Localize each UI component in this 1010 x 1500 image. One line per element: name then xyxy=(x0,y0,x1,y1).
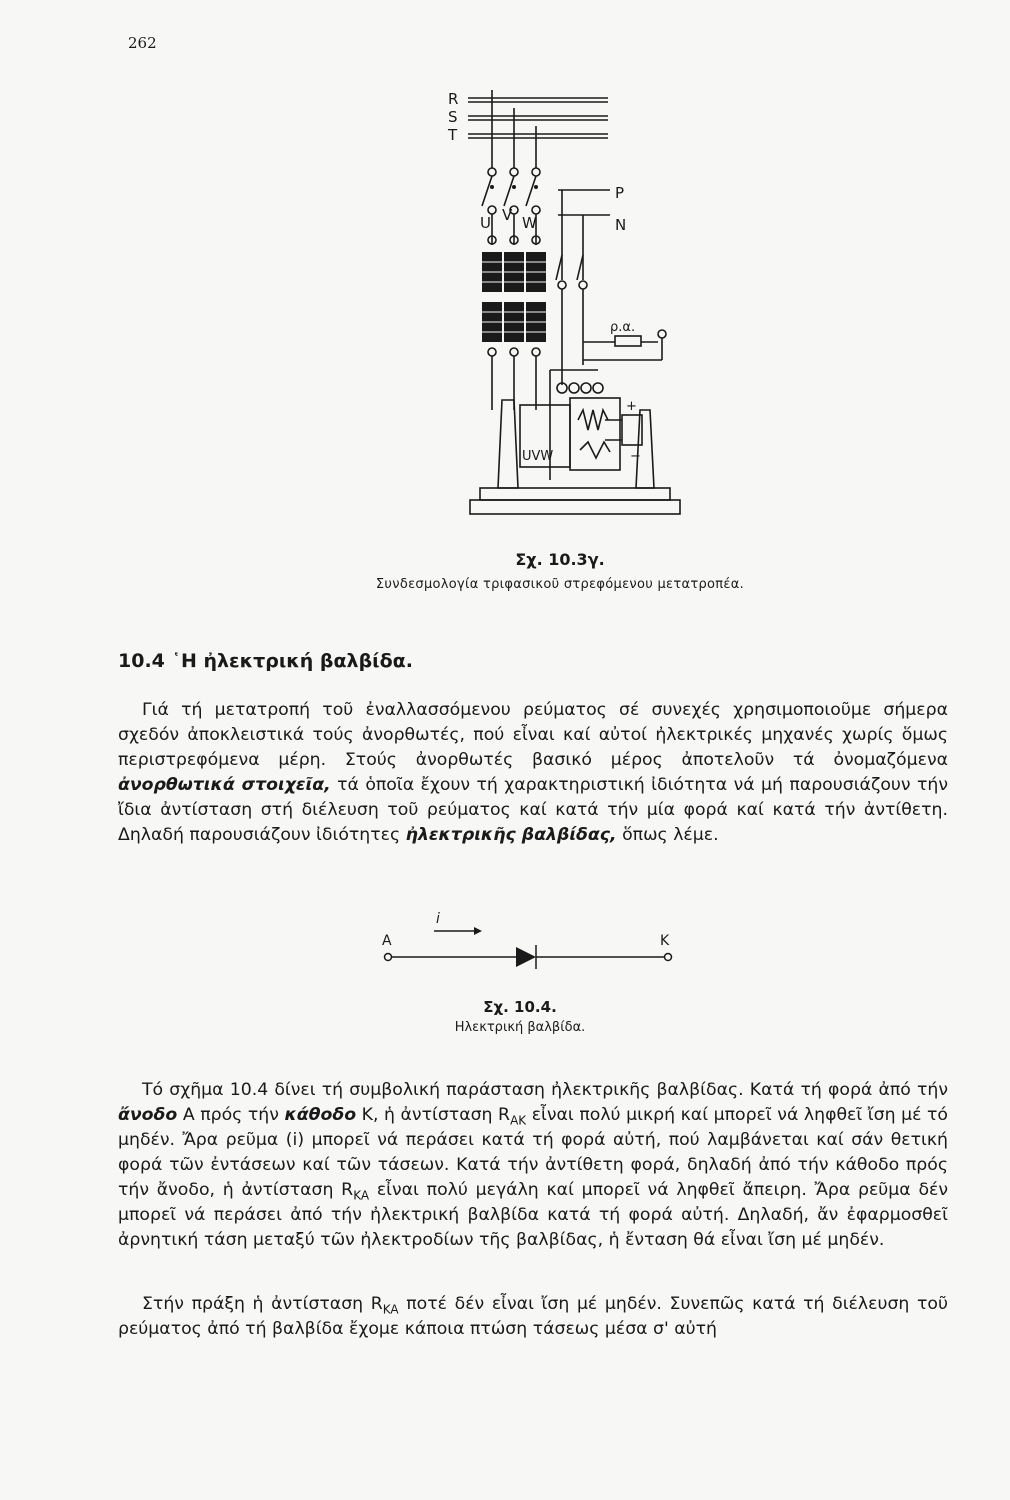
anode-term: ἄνοδο xyxy=(118,1105,178,1125)
label-s: S xyxy=(448,108,458,126)
label-uvw: UVW xyxy=(522,449,554,464)
section-heading: 10.4 ῾Η ἠλεκτρική βαλβίδα. xyxy=(118,650,413,672)
paragraph-1-text-c: ὅπως λέμε. xyxy=(622,825,719,845)
paragraph-2-text-e: εἶναι πολύ μεγάλη καί μπορεῖ νά ληφθεῖ ἄπειρη. Ἄρα ρεῦμα δέν μπορεῖ νά περάσει ἀπό τήν ἠλεκτρική βαλβίδα κατά τή φορά αὐτή. Δηλαδή, ἄν ἐφαρμοσθεῖ ἀρνητική τάση μεταξύ τῶν ἠλεκτροδίων τῆς βαλβίδας, ἡ ἔνταση θά εἶναι ἴση μέ μηδέν. xyxy=(118,1180,949,1250)
paragraph-1-emphasis-b: ἠλεκτρικῆς βαλβίδας, xyxy=(405,825,617,845)
current-label: i xyxy=(436,911,440,927)
cathode-label: K xyxy=(660,933,670,949)
paragraph-3-text-b: ποτέ δέν εἶναι ἴση μέ μηδέν. Συνεπῶς κατά τή διέλευση τοῦ ρεύματος ἀπό τή βαλβίδα ἔχομε κάποια πτώση τάσεως μέσα σ' αὐτή xyxy=(118,1294,948,1339)
paragraph-1-emphasis-a: ἀνορθωτικά στοιχεῖα, xyxy=(118,775,331,795)
paragraph-3 xyxy=(118,1292,948,1342)
subscript-ka: KA xyxy=(353,1188,370,1203)
label-minus: − xyxy=(630,449,641,464)
label-u: U xyxy=(480,214,491,232)
label-r: R xyxy=(448,90,459,108)
paragraph-1-text-a: Γιά τή μετατροπή τοῦ ἐναλλασσόμενου ρεύματος σέ συνεχές χρησιμοποιοῦμε σήμερα σχεδόν ἀποκλειστικά τούς ἀνορθωτές, πού εἶναι καί αὐτοί ἠλεκτρικές μηχανές χωρίς ὅμως περιστρεφόμενα μέρη. Στούς ἀνορθωτές βασικό μέρος ἀποτελοῦν τά ὀνομαζόμενα xyxy=(118,700,948,770)
figure-1-caption xyxy=(300,550,820,592)
label-w: W xyxy=(522,214,537,232)
paragraph-1 xyxy=(118,698,948,848)
figure-2-number: Σχ. 10.4. xyxy=(483,998,557,1016)
page-number: 262 xyxy=(128,34,157,52)
label-t: T xyxy=(448,126,458,144)
figure-1-title: Συνδεσμολογία τριφασικοῦ στρεφόμενου μετατροπέα. xyxy=(375,577,745,592)
figure-2-caption xyxy=(400,998,640,1035)
label-v: V xyxy=(502,206,513,224)
label-plus: + xyxy=(626,399,637,414)
paragraph-2-text-c: K, ἡ ἀντίσταση R xyxy=(361,1105,511,1125)
label-p: P xyxy=(615,184,625,202)
converter-wiring-diagram xyxy=(440,80,700,530)
paragraph-2 xyxy=(118,1078,948,1253)
paragraph-2-text-d: εἶναι πολύ μικρή καί μπορεῖ νά ληφθεῖ ἴση μέ τό μηδέν. Ἄρα ρεῦμα (i) μπορεῖ νά περάσει κατά τή φορά αὐτή, πού λαμβάνεται καί σάν θετική φορά τῶν ἐντάσεων καί τῶν τάσεων. Κατά τήν ἀντίθετη φορά, δηλαδή ἀπό τήν κάθοδο πρός τήν ἄνοδο, ἡ ἀντίσταση R xyxy=(118,1105,948,1200)
valve-symbol-diagram xyxy=(370,905,690,975)
subscript-ak: AK xyxy=(510,1113,527,1128)
label-n: N xyxy=(615,216,627,234)
paragraph-2-text-a: Τό σχῆμα 10.4 δίνει τή συμβολική παράσταση ἠλεκτρικῆς βαλβίδας. Κατά τή φορά ἀπό τήν xyxy=(142,1080,948,1100)
figure-1-number: Σχ. 10.3γ. xyxy=(515,550,605,569)
paragraph-1-text-b: τά ὁποῖα ἔχουν τή χαρακτηριστική ἰδιότητα νά μή παρουσιάζουν τήν ἴδια ἀντίσταση στή διέλευση τοῦ ρεύματος καί κατά τήν μία φορά καί κατά τήν ἀντίθετη. Δηλαδή παρουσιάζουν ἰδιότητες xyxy=(118,775,948,845)
paragraph-2-text-b: A πρός τήν xyxy=(182,1105,279,1125)
paragraph-3-text-a: Στήν πράξη ἡ ἀντίσταση R xyxy=(142,1294,383,1314)
anode-label: A xyxy=(382,933,392,949)
figure-2-title: Ηλεκτρική βαλβίδα. xyxy=(454,1020,586,1035)
subscript-ka-2: KA xyxy=(382,1302,399,1317)
cathode-term: κάθοδο xyxy=(284,1105,357,1125)
label-rho-alpha: ρ.α. xyxy=(610,320,636,335)
